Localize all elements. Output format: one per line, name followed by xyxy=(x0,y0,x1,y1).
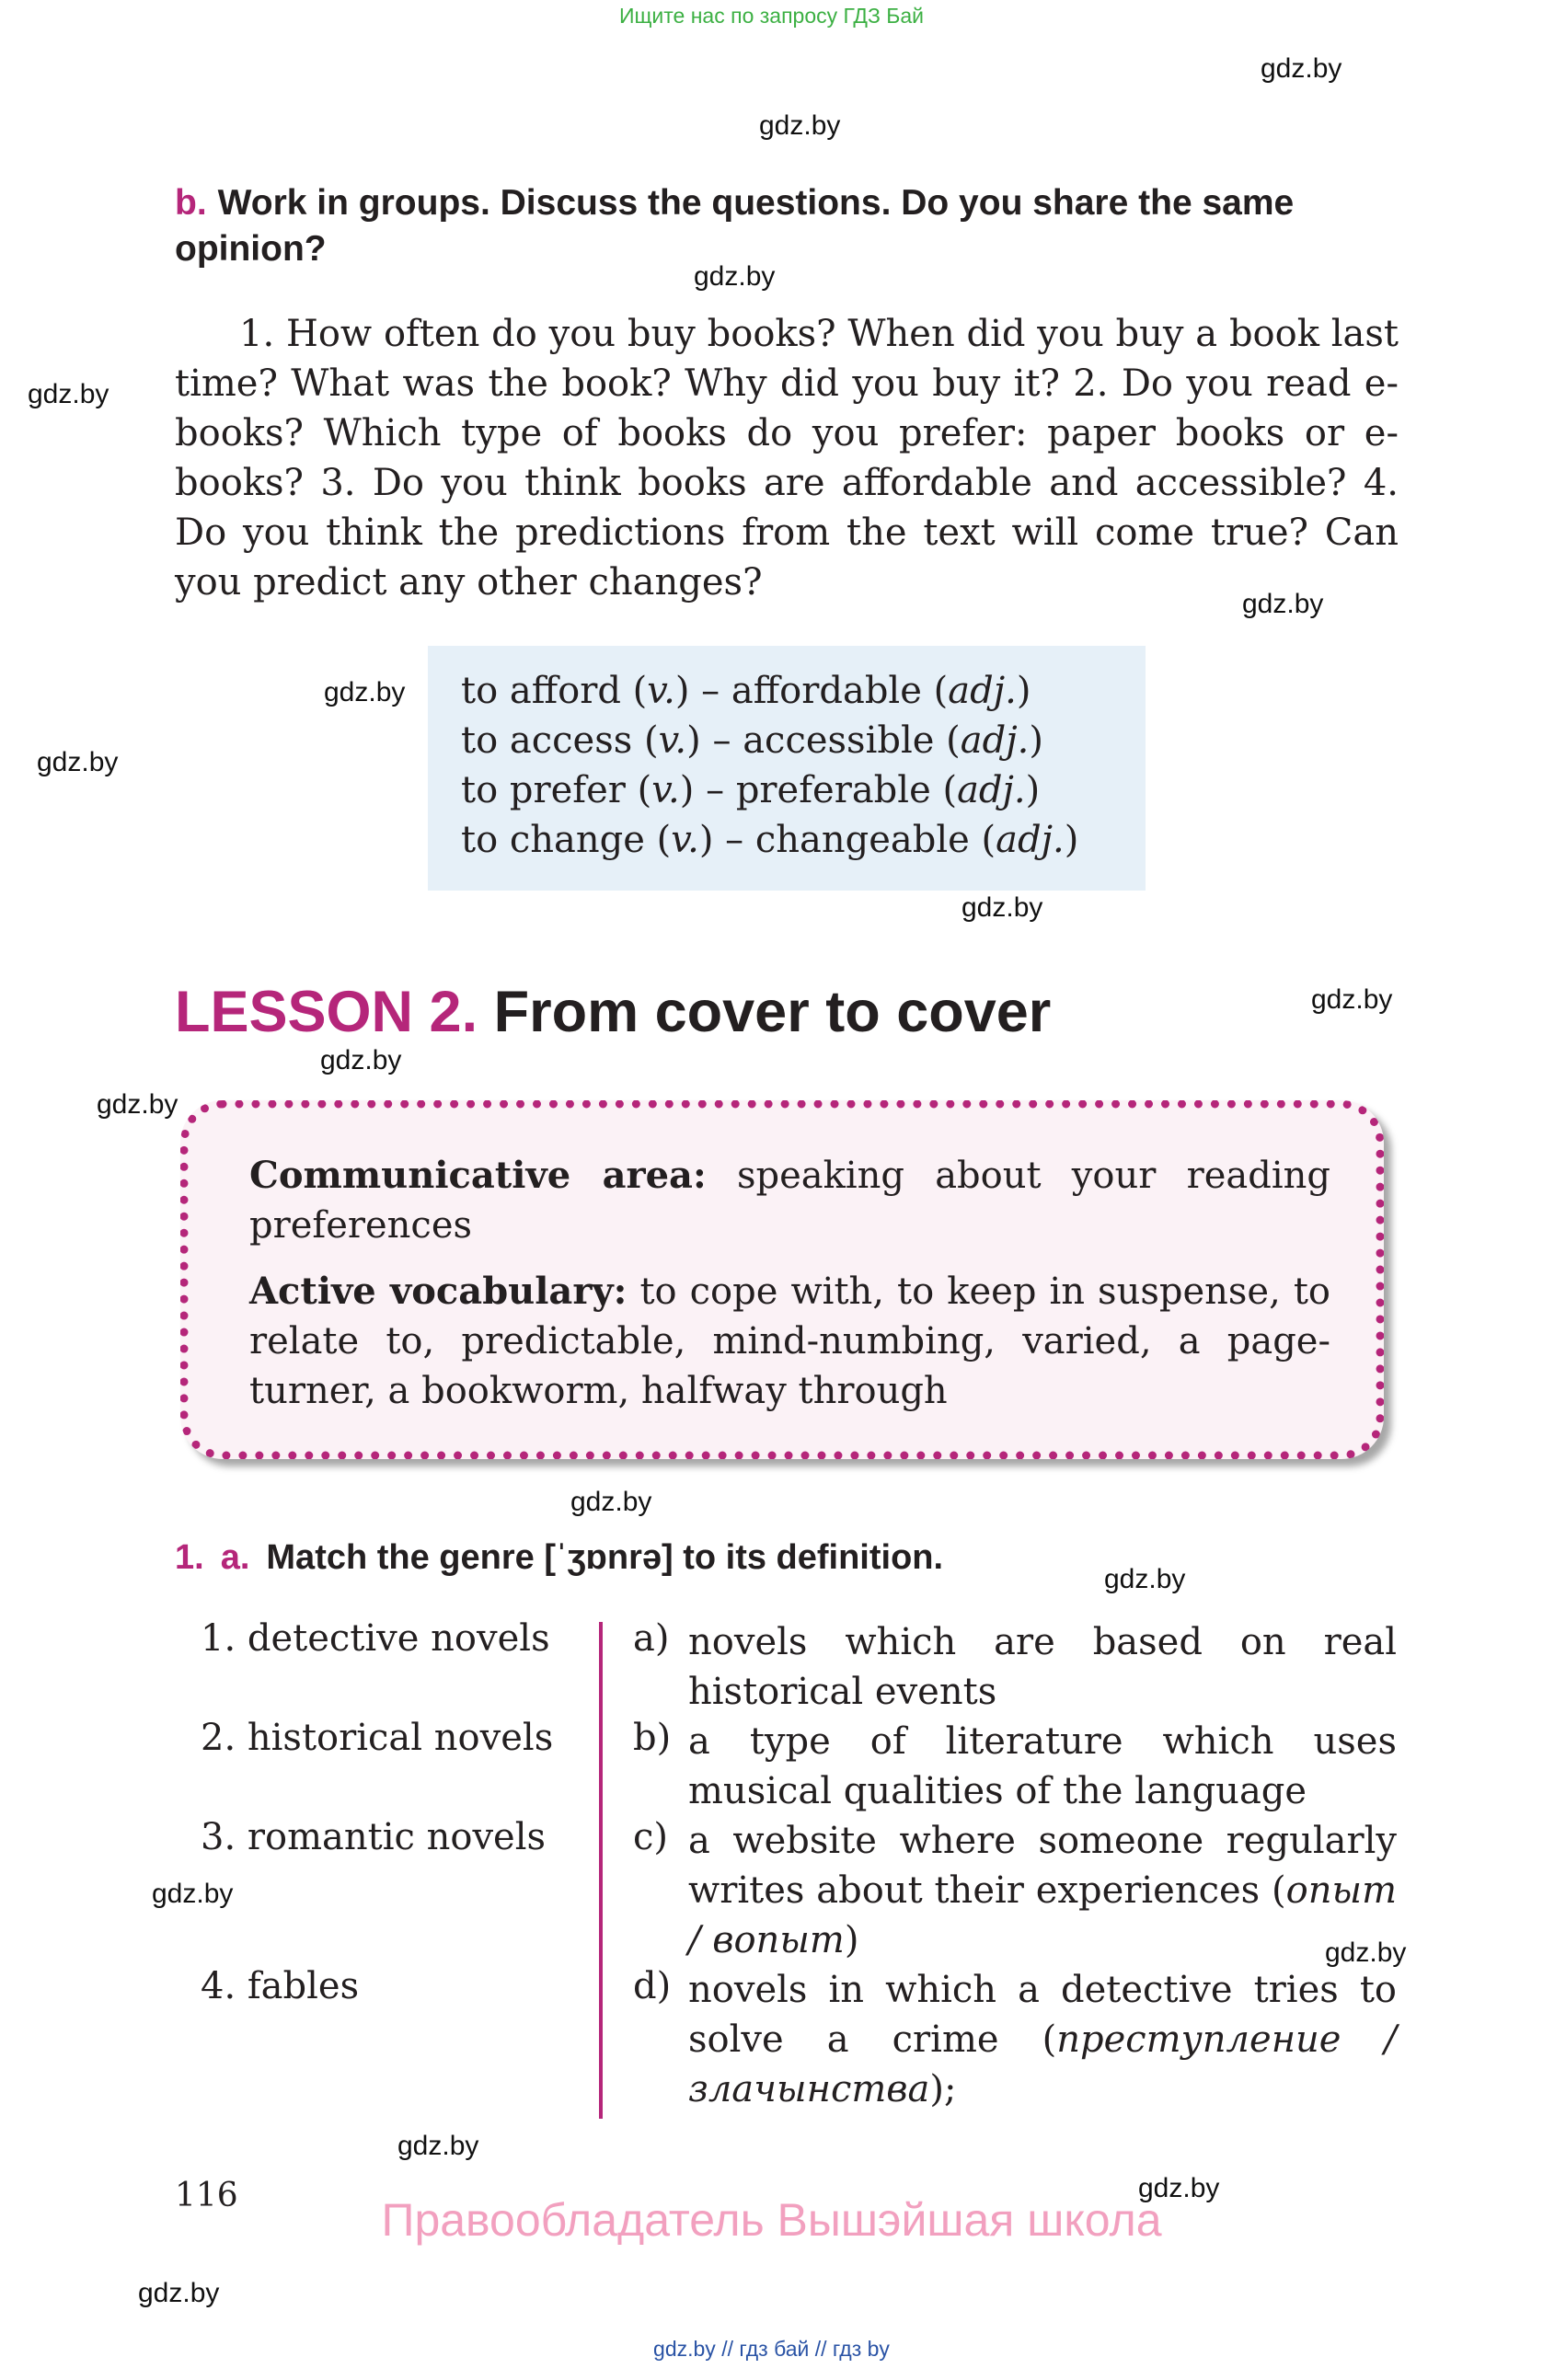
definition-letter: a) xyxy=(633,1617,670,1660)
definition-letter: b) xyxy=(633,1717,672,1759)
word-pair: to prefer (v.) – preferable (adj.) xyxy=(461,769,1041,811)
watermark: gdz.by xyxy=(37,747,119,777)
active-vocabulary: Active vocabulary: to cope with, to keep in suspense, to relate to, predictable, mind-numbing, varied, a page-turner, a bookworm, halfway through xyxy=(249,1270,1330,1412)
watermark: gdz.by xyxy=(397,2131,479,2161)
word-formation-box xyxy=(428,646,1146,891)
copyright-notice: Правообладатель Вышэйшая школа xyxy=(381,2194,1162,2246)
task-b-instruction xyxy=(175,180,1399,272)
watermark: gdz.by xyxy=(28,379,109,409)
watermark: gdz.by xyxy=(138,2278,220,2308)
definition-text: novels in which a detective tries to solve a crime (преступление / злачынства); xyxy=(688,1969,1398,2110)
watermark: gdz.by xyxy=(97,1089,178,1120)
definition-text: a website where someone regularly writes about their experiences (опыт / вопыт) xyxy=(688,1820,1397,1961)
task-letter: b. xyxy=(175,183,207,223)
lesson-objectives-box xyxy=(180,1100,1384,1459)
genre-item: 4. fables xyxy=(201,1965,360,2007)
watermark: gdz.by xyxy=(961,892,1043,923)
watermark: gdz.by xyxy=(694,261,776,292)
watermark: gdz.by xyxy=(1325,1937,1407,1968)
definition-text: a type of literature which uses musical qualities of the language xyxy=(688,1720,1397,1812)
watermark: gdz.by xyxy=(152,1879,234,1909)
communicative-area: Communicative area: speaking about your reading preferences xyxy=(249,1154,1330,1247)
definition-letter: c) xyxy=(633,1816,669,1858)
watermark: gdz.by xyxy=(570,1487,652,1517)
footer-links[interactable]: gdz.by // гдз бай // гдз by xyxy=(653,2337,890,2361)
definition-letter: d) xyxy=(633,1965,672,2007)
watermark: gdz.by xyxy=(1261,53,1342,84)
watermark: gdz.by xyxy=(1311,984,1393,1015)
watermark: gdz.by xyxy=(1242,589,1324,619)
watermark: gdz.by xyxy=(324,677,406,707)
word-pair: to access (v.) – accessible (adj.) xyxy=(461,719,1043,762)
column-divider xyxy=(599,1622,603,2119)
lesson-name: From cover to cover xyxy=(493,980,1052,1044)
task-text: Work in groups. Discuss the questions. Do you share the same opinion? xyxy=(175,183,1295,269)
questions-paragraph: 1. How often do you buy books? When did you buy a book last time? What was the book? Why did you buy it? 2. Do you read e-books? Which type of books do you prefer: paper books or e-books? 3. Do you think books are affordable and accessible? 4. Do you think the predictions from the text will come true? Can you predict any other changes? xyxy=(175,313,1399,604)
search-hint-link[interactable]: Ищите нас по запросу ГДЗ Бай xyxy=(618,4,925,28)
watermark: gdz.by xyxy=(759,110,841,141)
lesson-number: LESSON 2. xyxy=(175,980,478,1044)
word-pair: to afford (v.) – affordable (adj.) xyxy=(461,670,1031,712)
watermark: gdz.by xyxy=(320,1045,402,1075)
lesson-title xyxy=(175,979,1051,1045)
task-1a-instruction: 1. a. Match the genre [ˈʒɒnrə] to its definition. xyxy=(175,1538,944,1577)
watermark: gdz.by xyxy=(1104,1564,1186,1594)
genre-item: 2. historical novels xyxy=(201,1717,554,1759)
watermark: gdz.by xyxy=(1138,2173,1220,2203)
genre-item: 1. detective novels xyxy=(201,1617,550,1660)
genre-item: 3. romantic novels xyxy=(201,1816,547,1858)
word-pair: to change (v.) – changeable (adj.) xyxy=(461,819,1079,861)
page-number: 116 xyxy=(175,2177,238,2214)
definition-text: novels which are based on real historical events xyxy=(688,1621,1397,1713)
